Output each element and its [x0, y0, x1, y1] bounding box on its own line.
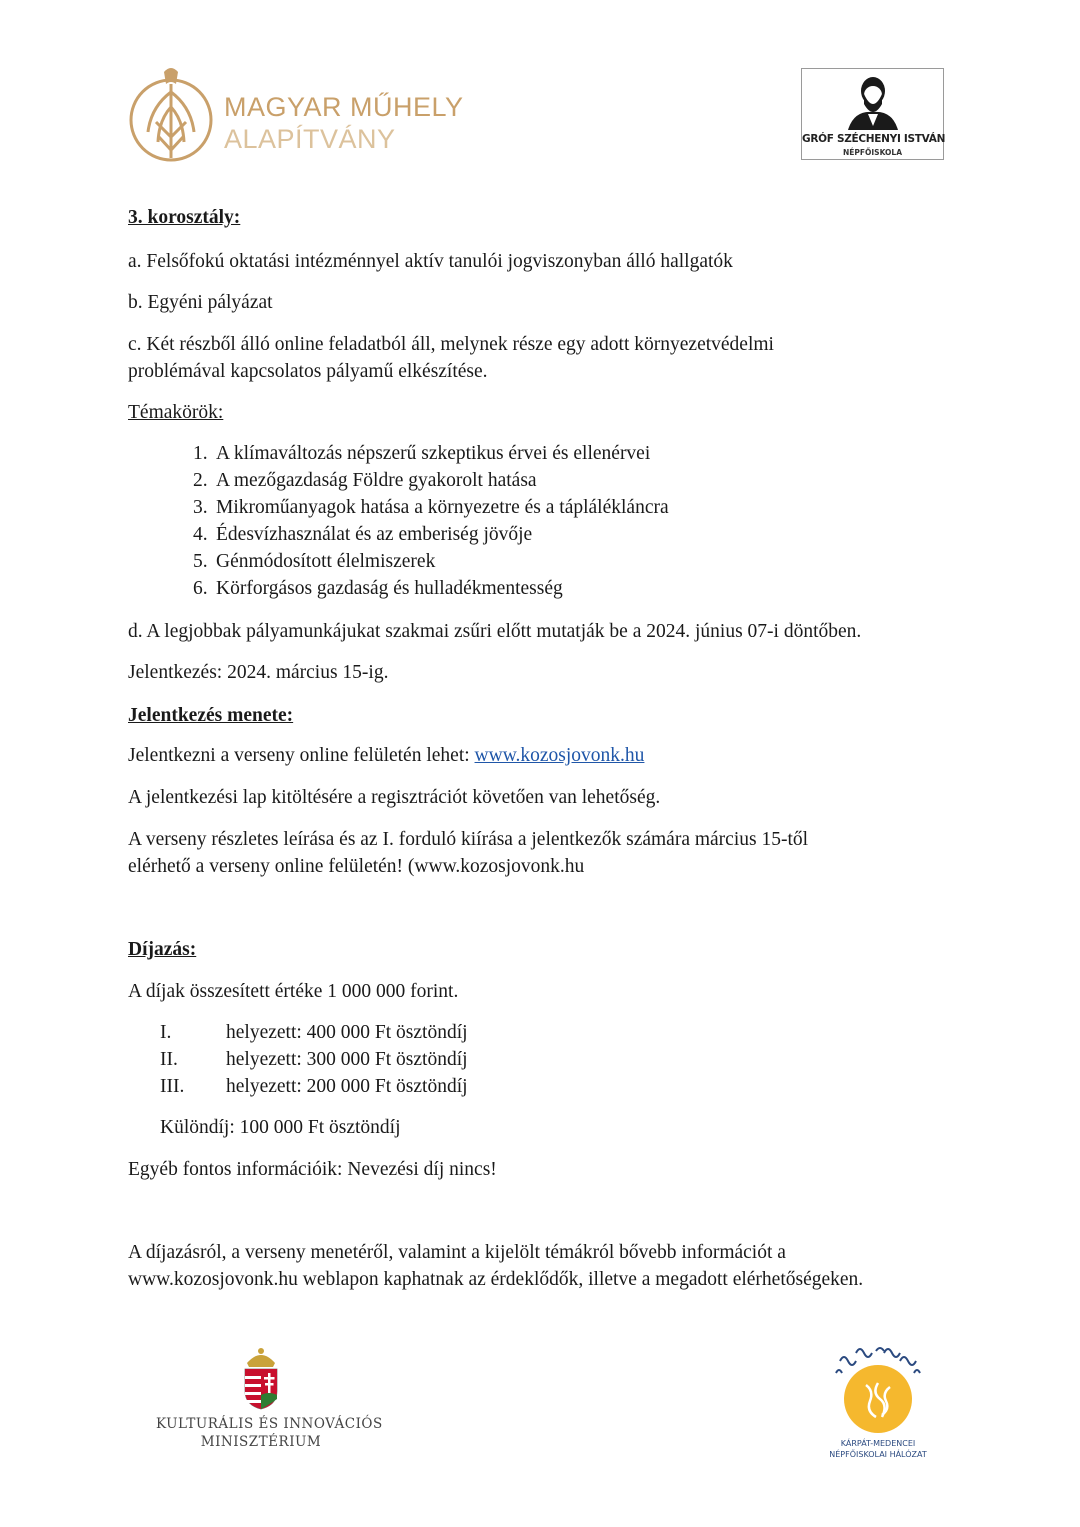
logo-title: MAGYAR MŰHELY: [224, 92, 464, 122]
prize-text: helyezett: 400 000 Ft ösztöndíj: [226, 1022, 468, 1043]
list-item-number: 2.: [193, 470, 208, 491]
special-prize: Különdíj: 100 000 Ft ösztöndíj: [160, 1117, 401, 1138]
prize-rank: III.: [160, 1076, 185, 1097]
prize-rank: I.: [160, 1022, 172, 1043]
ministry-logo: [156, 1345, 383, 1457]
logo-subtitle: NÉPFŐISKOLA: [842, 148, 903, 157]
list-item: A klímaváltozás népszerű szkeptikus érvei és ellenérvei: [216, 443, 651, 464]
list-item: Körforgásos gazdaság és hulladékmentesség: [216, 578, 563, 599]
magyar-muhely-logo: [126, 62, 464, 168]
portrait-icon: [846, 74, 900, 130]
item-b: b. Egyéni pályázat: [128, 292, 273, 313]
item-c-line2: problémával kapcsolatos pályamű elkészítése.: [128, 361, 488, 382]
item-d: d. A legjobbak pályamunkájukat szakmai zsűri előtt mutatják be a 2024. június 07-i döntőben.: [128, 621, 862, 642]
list-item: A mezőgazdaság Földre gyakorolt hatása: [216, 470, 537, 491]
other-info: Egyéb fontos információik: Nevezési díj nincs!: [128, 1159, 497, 1180]
registration-line1: [128, 743, 644, 769]
prize-text: helyezett: 200 000 Ft ösztöndíj: [226, 1076, 468, 1097]
deadline-text: Jelentkezés: 2024. március 15-ig.: [128, 662, 389, 683]
list-item-number: 1.: [193, 443, 208, 464]
closing-line1: A díjazásról, a verseny menetéről, valamint a kijelölt témákról bővebb információt a: [128, 1242, 786, 1263]
prizes-total: A díjak összesített értéke 1 000 000 forint.: [128, 981, 459, 1002]
list-item: Génmódosított élelmiszerek: [216, 551, 436, 572]
szechenyi-nepfoiskola-logo: [801, 68, 944, 160]
prizes-heading: Díjazás:: [128, 939, 197, 960]
list-item: Édesvízhasználat és az emberiség jövője: [216, 524, 533, 545]
closing-line2: www.kozosjovonk.hu weblapon kaphatnak az érdeklődők, illetve a megadott elérhetőségeken.: [128, 1269, 864, 1290]
registration-line1-text: Jelentkezni a verseny online felületén lehet:: [128, 745, 475, 766]
karpat-medencei-halozat-logo: [808, 1343, 948, 1463]
coat-of-arms-icon: [239, 1345, 283, 1411]
logo-subtitle: MINISZTÉRIUM: [200, 1434, 322, 1450]
owl-emblem-icon: [126, 62, 216, 168]
section-heading: 3. korosztály:: [128, 207, 241, 228]
logo-subtitle: NÉPFŐISKOLAI HÁLÓZAT: [829, 1450, 927, 1459]
list-item-number: 3.: [193, 497, 208, 518]
registration-line2: A jelentkezési lap kitöltésére a regisztrációt követően van lehetőség.: [128, 787, 661, 808]
registration-line3b: elérhető a verseny online felületén! (www.kozosjovonk.hu: [128, 856, 585, 877]
list-item: Mikroműanyagok hatása a környezetre és a táplálékláncra: [216, 497, 669, 518]
list-item-number: 6.: [193, 578, 208, 599]
list-item-number: 4.: [193, 524, 208, 545]
item-a: a. Felsőfokú oktatási intézménnyel aktív tanulói jogviszonyban álló hallgatók: [128, 251, 733, 272]
list-item-number: 5.: [193, 551, 208, 572]
prize-text: helyezett: 300 000 Ft ösztöndíj: [226, 1049, 468, 1070]
registration-line3a: A verseny részletes leírása és az I. forduló kiírása a jelentkezők számára március 15-től: [128, 829, 809, 850]
logo-title: KULTURÁLIS ÉS INNOVÁCIÓS: [156, 1416, 383, 1432]
logo-subtitle: ALAPÍTVÁNY: [224, 124, 396, 154]
website-link[interactable]: www.kozosjovonk.hu: [474, 745, 645, 766]
registration-heading: Jelentkezés menete:: [128, 705, 294, 726]
topics-label: Témakörök:: [128, 402, 224, 423]
prize-rank: II.: [160, 1049, 178, 1070]
item-c-line1: c. Két részből álló online feladatból áll, melynek része egy adott környezetvédelmi: [128, 334, 774, 355]
logo-title: GRÓF SZÉCHENYI ISTVÁN: [802, 133, 946, 145]
logo-title: KÁRPÁT-MEDENCEI: [840, 1439, 916, 1448]
network-emblem-icon: [832, 1343, 924, 1437]
